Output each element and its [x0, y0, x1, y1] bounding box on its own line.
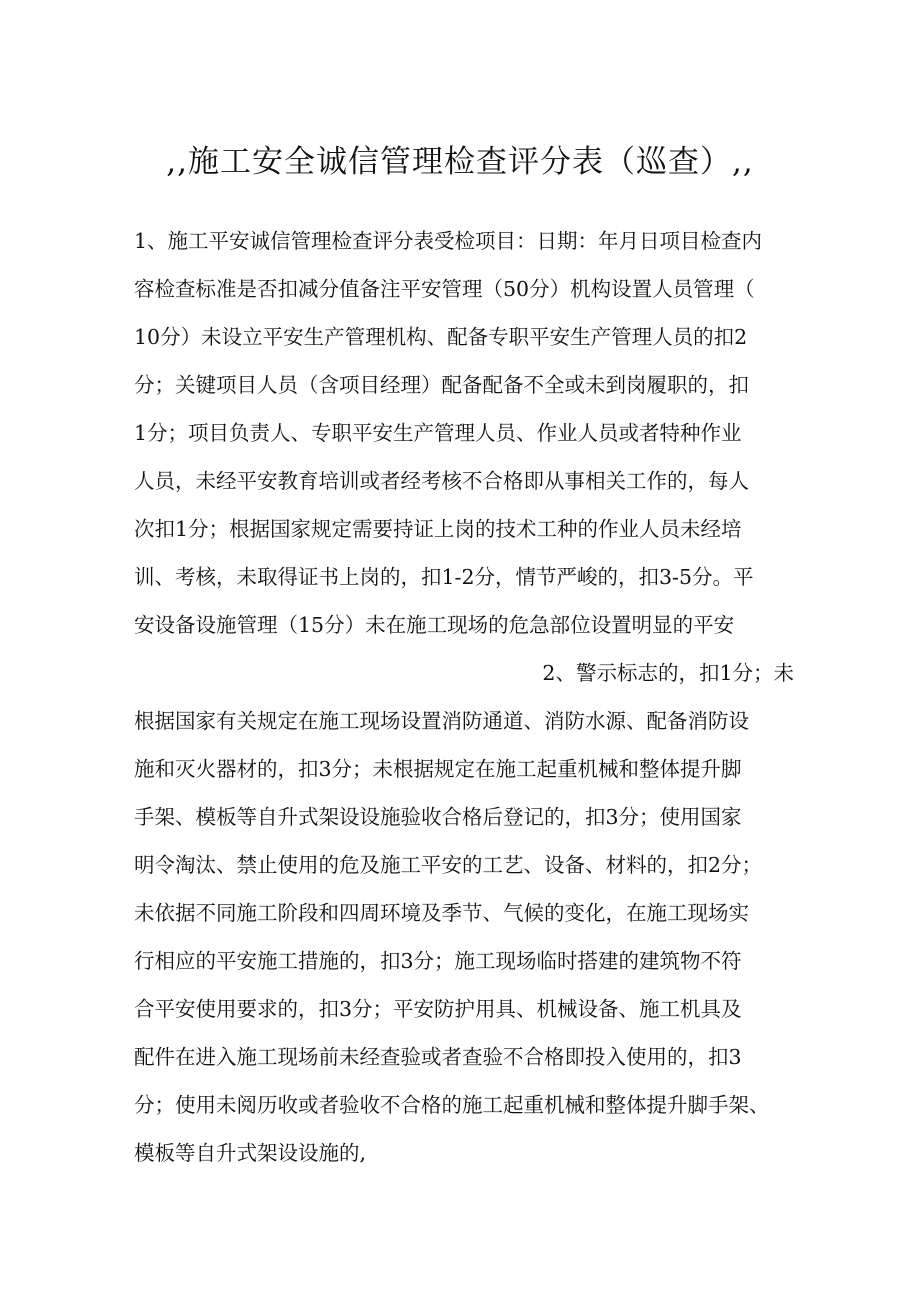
body-line: 行相应的平安施工措施的，扣3分；施工现场临时搭建的建筑物不符	[134, 949, 742, 973]
body-line: 1分；项目负责人、专职平安生产管理人员、作业人员或者特种作业	[134, 421, 742, 445]
document-title: ,,施工安全诚信管理检查评分表（巡查）,,	[166, 144, 754, 180]
document-body	[134, 217, 794, 1177]
body-line: 明令淘汰、禁止使用的危及施工平安的工艺、设备、材料的，扣2分；	[134, 853, 763, 877]
body-line: 次扣1分；根据国家规定需要持证上岗的技术工种的作业人员未经培	[134, 517, 742, 541]
body-line: 分；使用未阅历收或者验收不合格的施工起重机械和整体提升脚手架、	[134, 1093, 770, 1117]
body-line: 手架、模板等自升式架设设施验收合格后登记的，扣3分；使用国家	[134, 805, 742, 829]
body-line: 1、施工平安诚信管理检查评分表受检项目：日期：年月日项目检查内	[134, 229, 763, 253]
body-line: 施和灭火器材的，扣3分；未根据规定在施工起重机械和整体提升脚	[134, 757, 742, 781]
body-line: 10分）未设立平安生产管理机构、配备专职平安生产管理人员的扣2	[134, 325, 748, 349]
body-line: 安设备设施管理（15分）未在施工现场的危急部位设置明显的平安	[134, 613, 735, 637]
body-line: 人员，未经平安教育培训或者经考核不合格即从事相关工作的，每人	[134, 469, 749, 493]
body-line: 未依据不同施工阶段和四周环境及季节、气候的变化，在施工现场实	[134, 901, 749, 925]
body-line: 容检查标准是否扣减分值备注平安管理（50分）机构设置人员管理（	[134, 277, 755, 301]
body-line: 配件在进入施工现场前未经查验或者查验不合格即投入使用的，扣3	[134, 1045, 742, 1069]
body-line: 分；关键项目人员（含项目经理）配备配备不全或未到岗履职的，扣	[134, 373, 749, 397]
body-line: 训、考核，未取得证书上岗的，扣1-2分，情节严峻的，扣3-5分。平	[134, 565, 754, 589]
body-line: 根据国家有关规定在施工现场设置消防通道、消防水源、配备消防设	[134, 709, 749, 733]
body-line: 模板等自升式架设设施的,	[134, 1141, 367, 1165]
section-two-start-line: 2、警示标志的，扣1分；未	[542, 661, 794, 685]
body-line: 合平安使用要求的，扣3分；平安防护用具、机械设备、施工机具及	[134, 997, 742, 1021]
